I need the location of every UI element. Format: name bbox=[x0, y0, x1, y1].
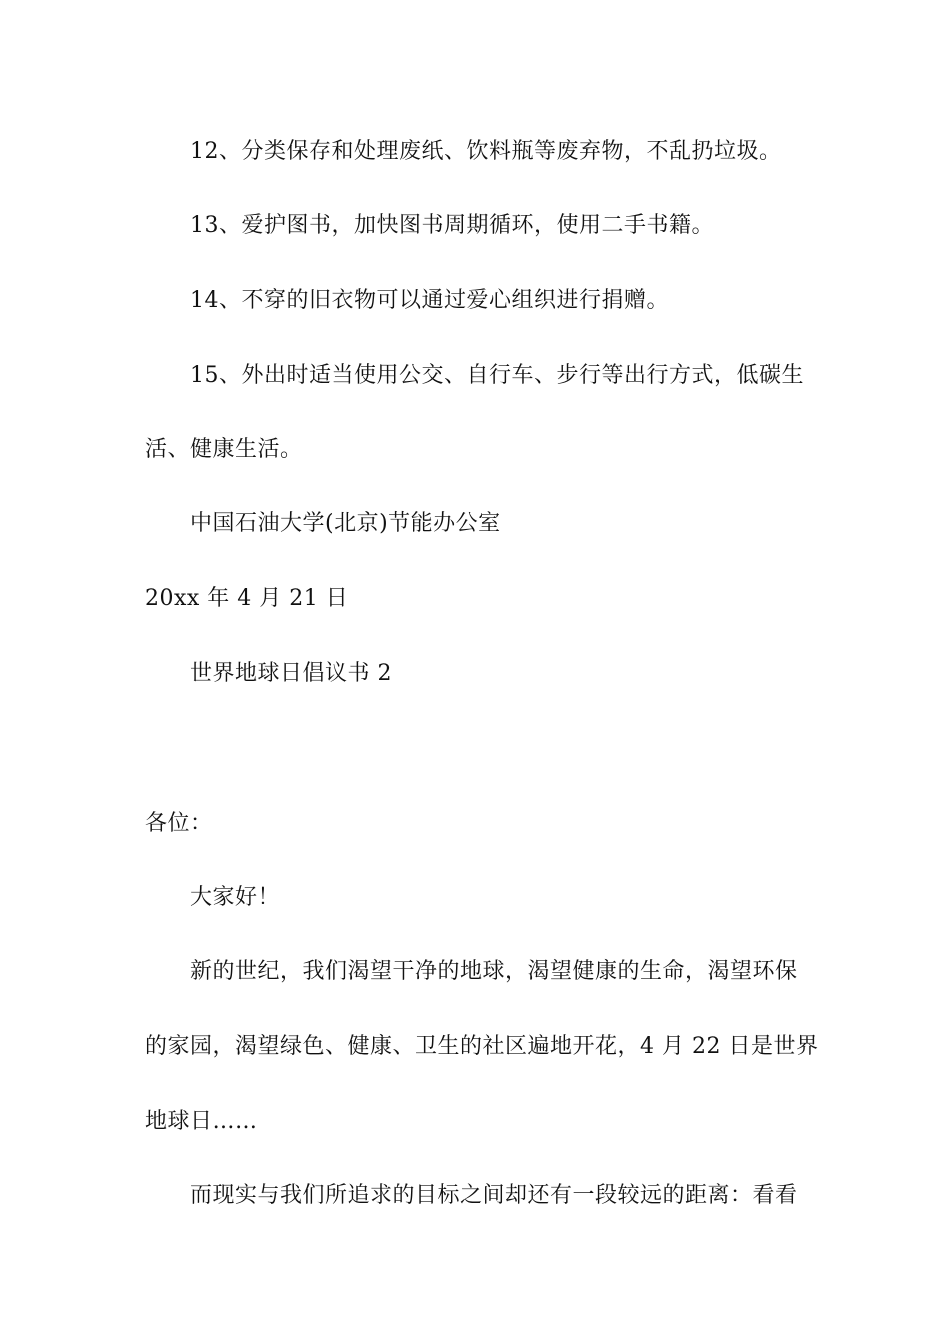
paragraph-item-14: 14、不穿的旧衣物可以通过爱心组织进行捐赠。 bbox=[190, 288, 669, 313]
body-paragraph2-line1: 而现实与我们所追求的目标之间却还有一段较远的距离：看看 bbox=[190, 1183, 798, 1208]
body-paragraph-line3: 地球日…… bbox=[145, 1109, 258, 1134]
paragraph-item-12: 12、分类保存和处理废纸、饮料瓶等废弃物，不乱扔垃圾。 bbox=[190, 139, 782, 164]
signature-date: 20xx 年 4 月 21 日 bbox=[145, 586, 349, 611]
greeting: 大家好！ bbox=[190, 885, 281, 910]
body-paragraph-line2: 的家园，渴望绿色、健康、卫生的社区遍地开花，4 月 22 日是世界 bbox=[145, 1034, 819, 1059]
salutation: 各位： bbox=[145, 811, 213, 836]
paragraph-item-15-line1: 15、外出时适当使用公交、自行车、步行等出行方式，低碳生 bbox=[190, 363, 804, 388]
paragraph-item-15-line2: 活、健康生活。 bbox=[145, 437, 303, 462]
body-paragraph-line1: 新的世纪，我们渴望干净的地球，渴望健康的生命，渴望环保 bbox=[190, 959, 798, 984]
signature-organization: 中国石油大学(北京)节能办公室 bbox=[190, 511, 501, 536]
section-title: 世界地球日倡议书 2 bbox=[190, 661, 392, 686]
paragraph-item-13: 13、爱护图书，加快图书周期循环，使用二手书籍。 bbox=[190, 213, 714, 238]
